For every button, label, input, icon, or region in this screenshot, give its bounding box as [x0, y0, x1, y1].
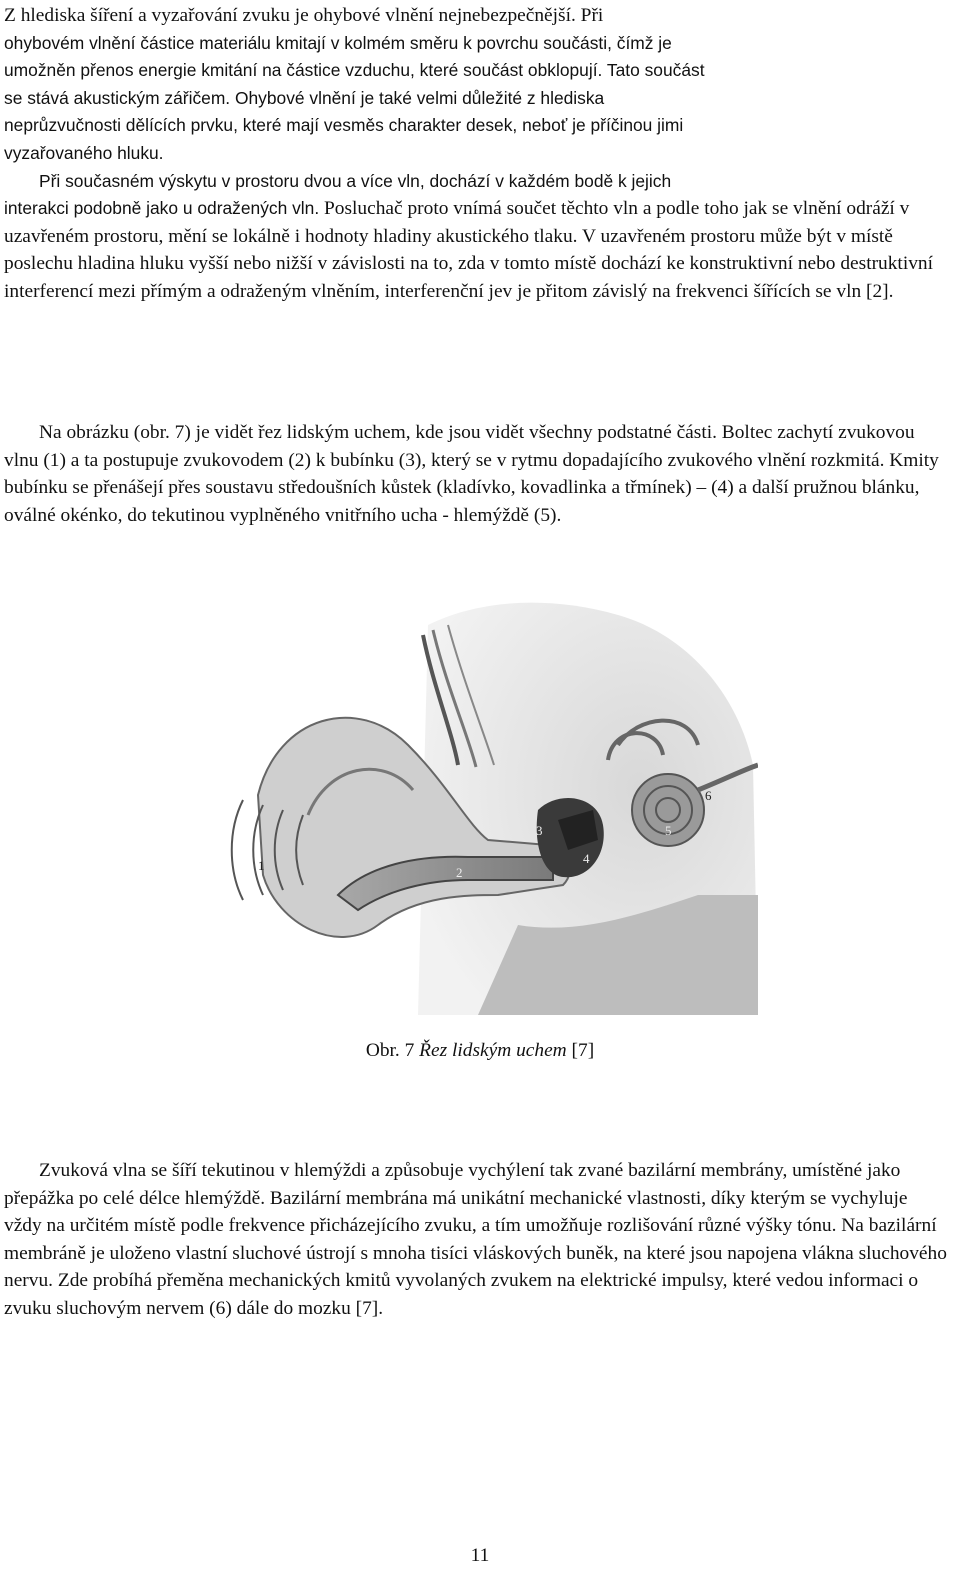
figure-label-5: 5 — [665, 823, 672, 838]
paragraph-basilar-membrane: Zvuková vlna se šíří tekutinou v hlemýždi a způsobuje vychýlení tak zvané bazilární membrány, umístěné jako přepážka po celé délce hlemýždě. Bazilární membrána má unikátní mechanické vlastnosti, díky kterým se vychyluje vždy na určitém místě podle frekvence přicházejícího zvuku, a tím umožňuje rozlišování různé výšky tónu. Na bazilární membráně je uloženo vlastní sluchové ústrojí s mnoha tisíci vláskových buněk, na které jsou napojena vlákna sluchového nervu. Zde probíhá přeměna mechanických kmitů vyvolaných zvukem na elektrické impulsy, které vedou informaci o zvuku sluchovým nervem (6) dále do mozku [7]. — [4, 1160, 947, 1319]
text-line: Z hlediska šíření a vyzařování zvuku je ohybové vlnění nejnebezpečnější. Při — [4, 5, 604, 26]
figure-caption — [0, 1040, 960, 1062]
paragraph-bending-waves — [4, 2, 949, 306]
caption-ref: [7] — [566, 1040, 595, 1061]
figure-label-2: 2 — [456, 865, 463, 880]
text-run: Posluchač proto vnímá součet těchto vln a podle toho jak se vlnění odráží v uzavřeném prostoru, mění se lokálně i hodnoty hladiny akustického tlaku. V uzavřeném prostoru může být v místě poslechu hladina hluku vyšší nebo nižší v závislosti na to, zda v tomto místě dochází ke konstruktivní nebo destruktivní interferencí mezi přímým a odraženým vlněním, interferenční jev je přitom závislý na frekvenci šířících se vln [2]. — [4, 198, 933, 302]
figure-artwork — [232, 603, 758, 1015]
caption-title: Řez lidským uchem — [419, 1040, 567, 1061]
figure-label-3: 3 — [536, 823, 543, 838]
text-line: ohybovém vlnění částice materiálu kmitají v kolmém směru k povrchu součásti, čímž je — [4, 32, 672, 53]
caption-prefix: Obr. 7 — [365, 1040, 420, 1061]
paragraph-figure-intro: Na obrázku (obr. 7) je vidět řez lidským uchem, kde jsou vidět všechny podstatné části. Boltec zachytí zvukovou vlnu (1) a ta postupuje zvukovodem (2) k bubínku (3), který se v rytmu dopadajícího zvukového vlnění rozkmitá. Kmity bubínku se přenášejí přes soustavu středoušních kůstek (kladívko, kovadlinka a třmínek) – (4) a další pružnou blánku, oválné okénko, do tekutinou vyplněného vnitřního ucha - hlemýždě (5). — [4, 422, 939, 526]
figure-label-1: 1 — [258, 858, 265, 873]
figure-label-4: 4 — [583, 851, 590, 866]
text-line: neprůzvučnosti dělících prvku, které mají vesměs charakter desek, neboť je příčinou jimi — [4, 115, 684, 136]
ear-cross-section-figure — [218, 595, 758, 1015]
text-line: Při současném výskytu v prostoru dvou a více vln, dochází v každém bodě k jejich — [39, 170, 672, 191]
text-run: interakci podobně jako u odražených vln. — [4, 198, 320, 219]
text-line: se stává akustickým zářičem. Ohybové vlnění je také velmi důležité z hlediska — [4, 87, 605, 108]
figure-label-6: 6 — [705, 788, 712, 803]
page-number: 11 — [470, 1545, 490, 1566]
text-line: vyzařovaného hluku. — [4, 142, 164, 163]
text-line: umožněn přenos energie kmitání na částice vzduchu, které součást obklopují. Tato součást — [4, 60, 705, 81]
